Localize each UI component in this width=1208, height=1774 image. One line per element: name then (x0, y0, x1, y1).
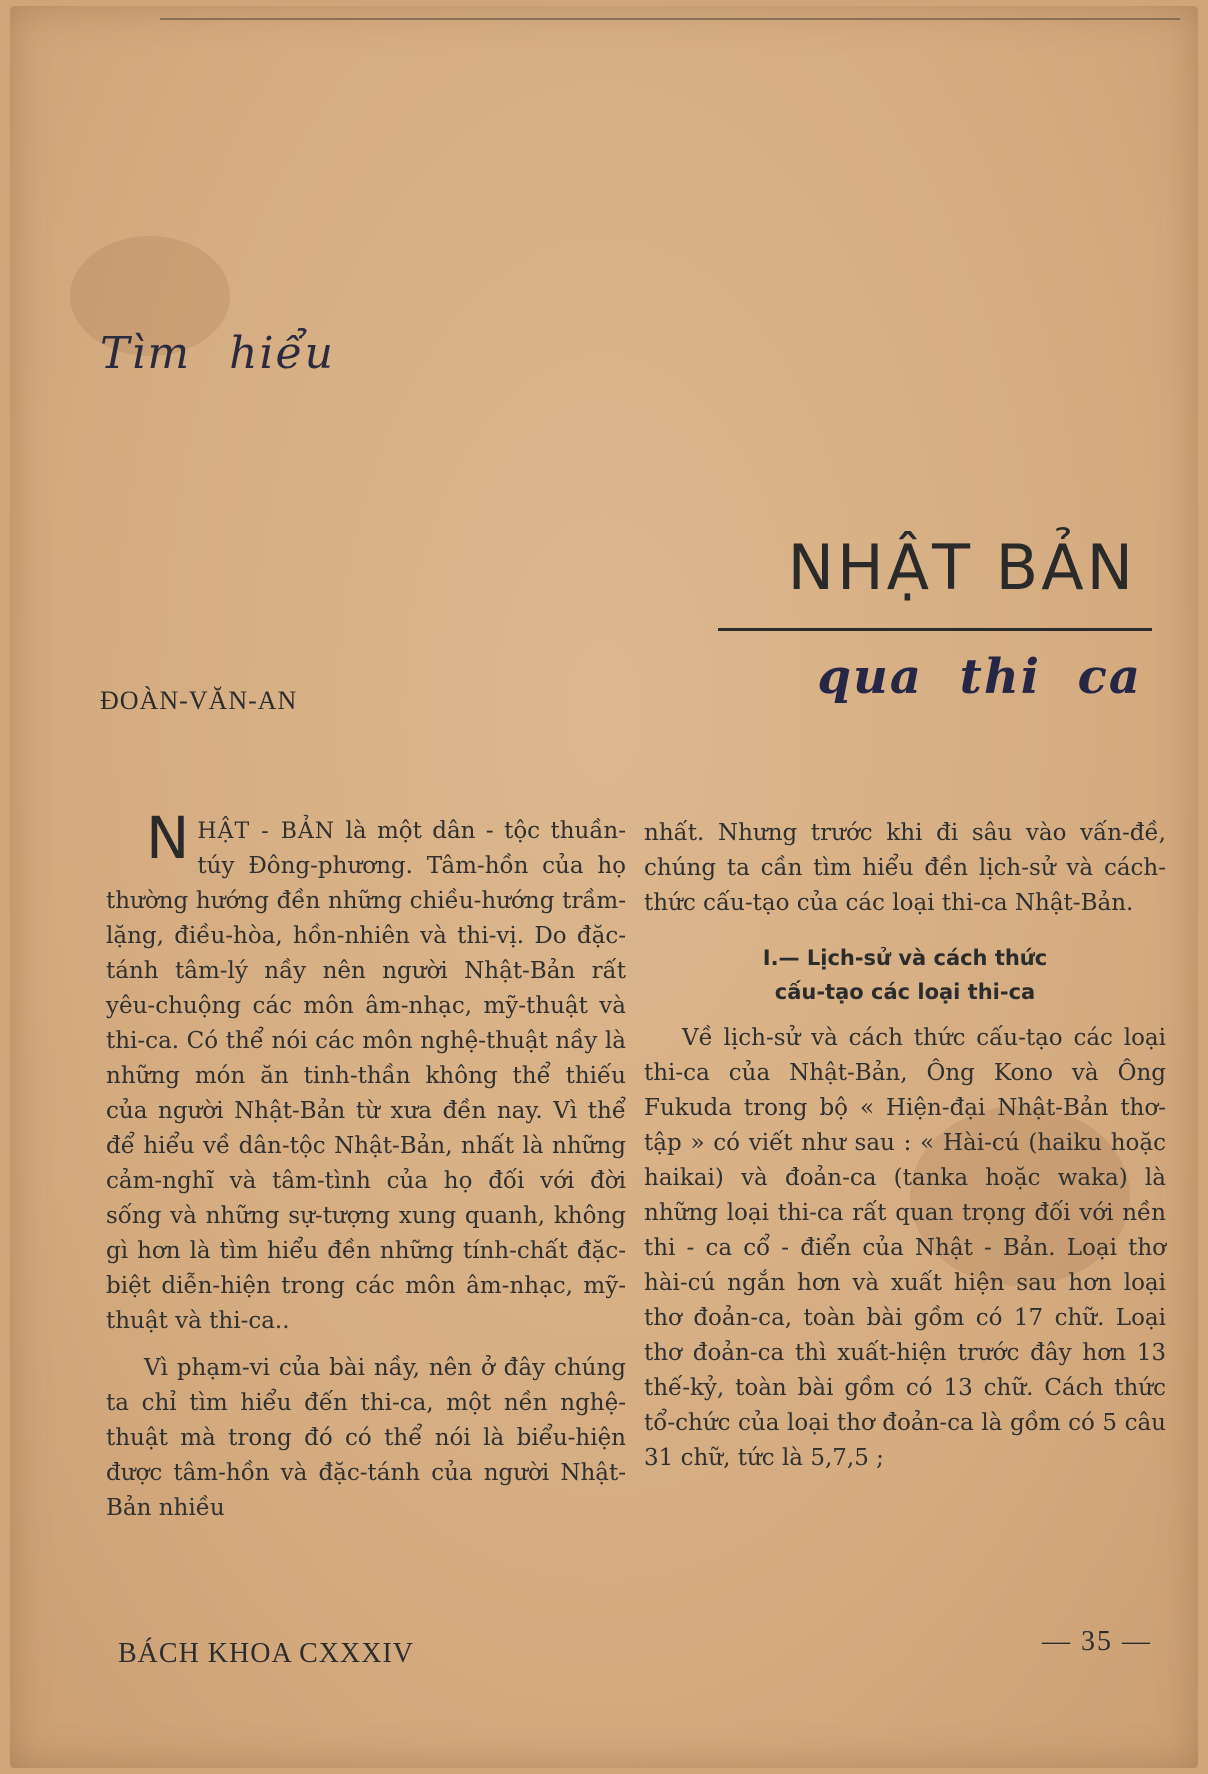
drop-cap: N (146, 804, 190, 872)
top-rule (160, 18, 1180, 20)
magazine-page (10, 6, 1198, 1768)
continued-paragraph: nhất. Nhưng trước khi đi sâu vào vấn-đề, chúng ta cần tìm hiểu đền lịch-sử và cách-thức cấu-tạo của các loại thi-ca Nhật-Bản. (644, 820, 1166, 916)
intro-first-word: HẬT - BẢN (197, 819, 336, 844)
article-subtitle: qua thi ca (817, 649, 1142, 705)
article-title: NHẬT BẢN (787, 531, 1136, 604)
section-heading-line-1: I.— Lịch-sử và cách thức (762, 946, 1048, 970)
intro-paragraph (106, 804, 626, 1339)
magazine-footer: BÁCH KHOA CXXXIV (118, 1638, 415, 1669)
intro-text: là một dân - tộc thuần-túy Đông-phương. Tâm-hồn của họ thường hướng đền những chiều-hướng trầm-lặng, điều-hòa, hồn-nhiên và thi-vị. Do đặc-tánh tâm-lý nầy nên người Nhật-Bản rất yêu-chuộng các môn âm-nhạc, mỹ-thuật và thi-ca. Có thể nói các môn nghệ-thuật nầy là những món ăn tinh-thần không thể thiếu của người Nhật-Bản từ xưa đền nay. Vì thể để hiểu về dân-tộc Nhật-Bản, nhất là những cảm-nghĩ và tâm-tình của họ đối với đời sống và những sự-tượng xung quanh, không gì hơn là tìm hiểu đền những tính-chất đặc-biệt diễn-hiện trong các môn âm-nhạc, mỹ-thuật và thi-ca.. (106, 818, 626, 1334)
page-number: — 35 — (1042, 1626, 1152, 1657)
left-column (106, 804, 626, 1526)
title-divider (718, 628, 1152, 631)
article-kicker: Tìm hiểu (100, 328, 335, 379)
section-heading-line-2: cấu-tạo các loại thi-ca (774, 980, 1036, 1004)
right-column (644, 816, 1166, 1476)
second-paragraph: Vì phạm-vi của bài nầy, nên ở đây chúng ta chỉ tìm hiểu đến thi-ca, một nền nghệ-thuật mà trong đó có thể nói là biểu-hiện được tâm-hồn và đặc-tánh của người Nhật-Bản nhiều (106, 1355, 626, 1521)
section-heading (644, 941, 1166, 1009)
author-name: ĐOÀN-VĂN-AN (100, 686, 298, 715)
section-body: Về lịch-sử và cách thức cấu-tạo các loại thi-ca của Nhật-Bản, Ông Kono và Ông Fukuda trong bộ « Hiện-đại Nhật-Bản thơ-tập » có viết như sau : « Hài-cú (haiku hoặc haikai) và đoản-ca (tanka hoặc waka) là những loại thi-ca rất quan trọng đối với nền thi - ca cổ - điển của Nhật - Bản. Loại thơ hài-cú ngắn hơn và xuất hiện sau hơn loại thơ đoản-ca, toàn bài gồm có 17 chữ. Loại thơ đoản-ca thì xuất-hiện trước đây hơn 13 thế-kỷ, toàn bài gồm có 13 chữ. Cách thức tổ-chức của loại thơ đoản-ca là gồm có 5 câu 31 chữ, tức là 5,7,5 ; (644, 1025, 1166, 1471)
